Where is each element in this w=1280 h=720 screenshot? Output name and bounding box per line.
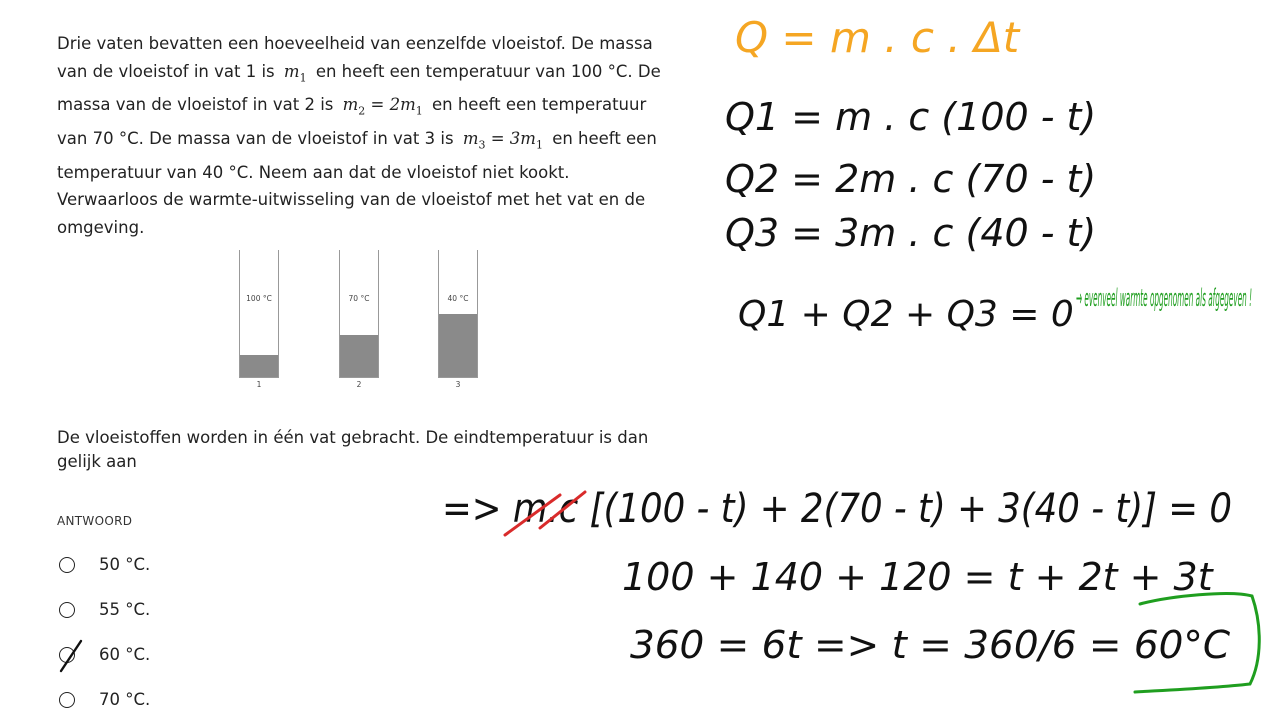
- ink-q3: Q3 = 3m . c (40 - t): [725, 211, 1097, 255]
- vessel-1-temp: 100 °C: [246, 294, 272, 303]
- ink-step-3: 360 = 6t => t = 360/6 = 60°C: [630, 623, 1231, 667]
- option-label: 55 °C.: [99, 600, 151, 619]
- question-part-4: en heeft een temperatuur van 40 °C. Neem aan dat de vloeistof niet kookt. Verwaarloos de warmte-uitwisseling van de vloeistof met het vat en de omgeving.: [57, 129, 657, 237]
- vessel-2-temp: 70 °C: [348, 294, 370, 303]
- answer-label: ANTWOORD: [57, 514, 133, 528]
- ink-step-1: => m.c [(100 - t) + 2(70 - t) + 3(40 - t)] = 0: [442, 486, 1232, 532]
- ink-q1: Q1 = m . c (100 - t): [725, 95, 1097, 139]
- vessel-1-number: 1: [256, 380, 262, 389]
- option-label: 60 °C.: [99, 645, 151, 664]
- option-label: 70 °C.: [99, 690, 151, 709]
- ink-formula: Q = m . c . Δt: [735, 13, 1020, 62]
- ink-step-2: 100 + 140 + 120 = t + 2t + 3t: [622, 555, 1213, 599]
- ink-q2: Q2 = 2m . c (70 - t): [725, 157, 1097, 201]
- vessel-3-temp: 40 °C: [447, 294, 469, 303]
- math-m1: $m_1$: [283, 61, 307, 84]
- question-prompt: De vloeistoffen worden in één vat gebracht. De eindtemperatuur is dan gelijk aan: [57, 428, 649, 471]
- option-label: 50 °C.: [99, 555, 151, 574]
- ink-note: → evenveel warmte opgenomen als afgegeven !: [1076, 284, 1252, 312]
- question-part-2: en heeft een temperatuur van 100 °C. De massa van de vloeistof in vat 2 is: [57, 61, 661, 115]
- question-part-3: en heeft een temperatuur van 70 °C. De massa van de vloeistof in vat 3 is: [57, 95, 647, 149]
- vessel-2-number: 2: [356, 380, 362, 389]
- math-m2: $m_2 = 2m_1$: [342, 95, 423, 118]
- vessel-3-number: 3: [455, 380, 461, 389]
- question-part-1: Drie vaten bevatten een hoeveelheid van eenzelfde vloeistof. De massa van de vloeistof in vat 1 is: [57, 34, 653, 81]
- ink-sum: Q1 + Q2 + Q3 = 0: [738, 294, 1074, 335]
- math-m3: $m_3 = 3m_1$: [462, 129, 543, 152]
